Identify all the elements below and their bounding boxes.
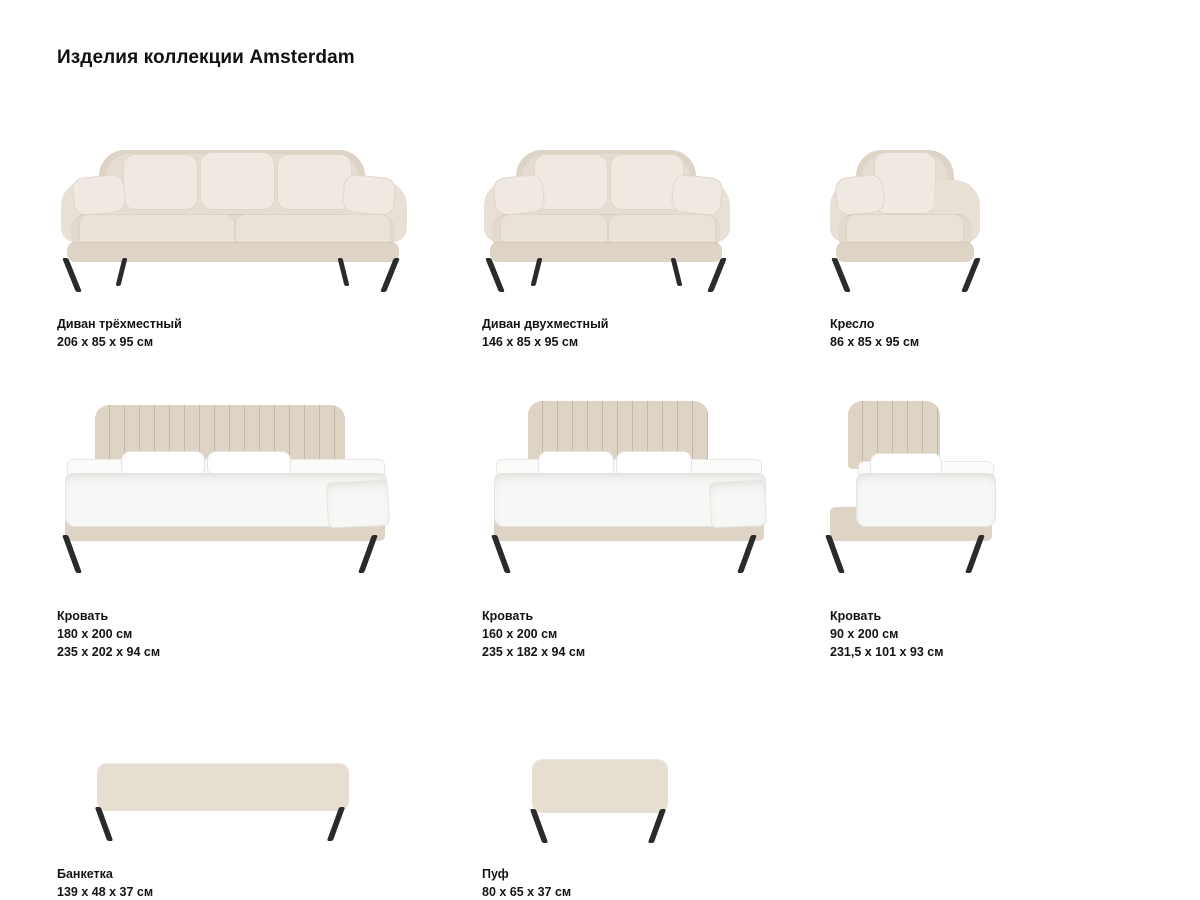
product-row: [57, 745, 1147, 900]
product-caption: [57, 607, 482, 661]
product-dimensions: 180 х 200 см: [57, 627, 133, 641]
product-dimensions-overall: 235 х 202 х 94 см: [57, 645, 161, 659]
product-caption: [57, 865, 482, 900]
product-dimensions-overall: 235 х 182 х 94 см: [482, 645, 586, 659]
bed-illustration: [482, 395, 830, 595]
product-dimensions: 90 х 200 см: [830, 627, 899, 641]
product-caption: [482, 607, 830, 661]
product-row: [57, 395, 1147, 690]
product-dimensions: 146 х 85 х 95 см: [482, 335, 579, 349]
product-card-bed-160[interactable]: [482, 395, 830, 690]
product-grid: [57, 110, 1147, 900]
bed-illustration: [57, 395, 482, 595]
product-name: Диван двухместный: [482, 317, 609, 331]
page-title: Изделия коллекции Amsterdam: [57, 47, 355, 68]
two-seat-sofa-illustration: [482, 110, 830, 285]
product-row: [57, 110, 1147, 349]
product-name: Банкетка: [57, 867, 113, 881]
product-dimensions: 206 х 85 х 95 см: [57, 335, 154, 349]
armchair-illustration: [830, 110, 1147, 285]
product-dimensions: 139 х 48 х 37 см: [57, 885, 154, 899]
product-card-pouf[interactable]: [482, 745, 830, 900]
product-card-banquette[interactable]: [57, 745, 482, 900]
product-dimensions: 86 х 85 х 95 см: [830, 335, 920, 349]
product-caption: [830, 315, 1147, 351]
product-caption: [57, 315, 482, 351]
product-card-armchair[interactable]: [830, 110, 1147, 349]
product-card-empty: [830, 745, 1147, 900]
product-dimensions: 80 х 65 х 37 см: [482, 885, 572, 899]
product-name: Диван трёхместный: [57, 317, 182, 331]
product-name: Кресло: [830, 317, 875, 331]
product-card-bed-90[interactable]: [830, 395, 1147, 690]
three-seat-sofa-illustration: [57, 110, 482, 285]
product-dimensions: 160 х 200 см: [482, 627, 558, 641]
product-name: Пуф: [482, 867, 509, 881]
product-caption: [482, 865, 830, 900]
single-bed-illustration: [830, 395, 1147, 595]
product-caption: [482, 315, 830, 351]
banquette-illustration: [57, 745, 482, 855]
product-name: Кровать: [482, 609, 534, 623]
product-caption: [830, 607, 1147, 661]
pouf-illustration: [482, 745, 830, 855]
product-name: Кровать: [830, 609, 882, 623]
product-name: Кровать: [57, 609, 109, 623]
product-card-bed-180[interactable]: [57, 395, 482, 690]
product-dimensions-overall: 231,5 х 101 х 93 см: [830, 645, 944, 659]
product-card-sofa-3seat[interactable]: [57, 110, 482, 349]
product-card-sofa-2seat[interactable]: [482, 110, 830, 349]
